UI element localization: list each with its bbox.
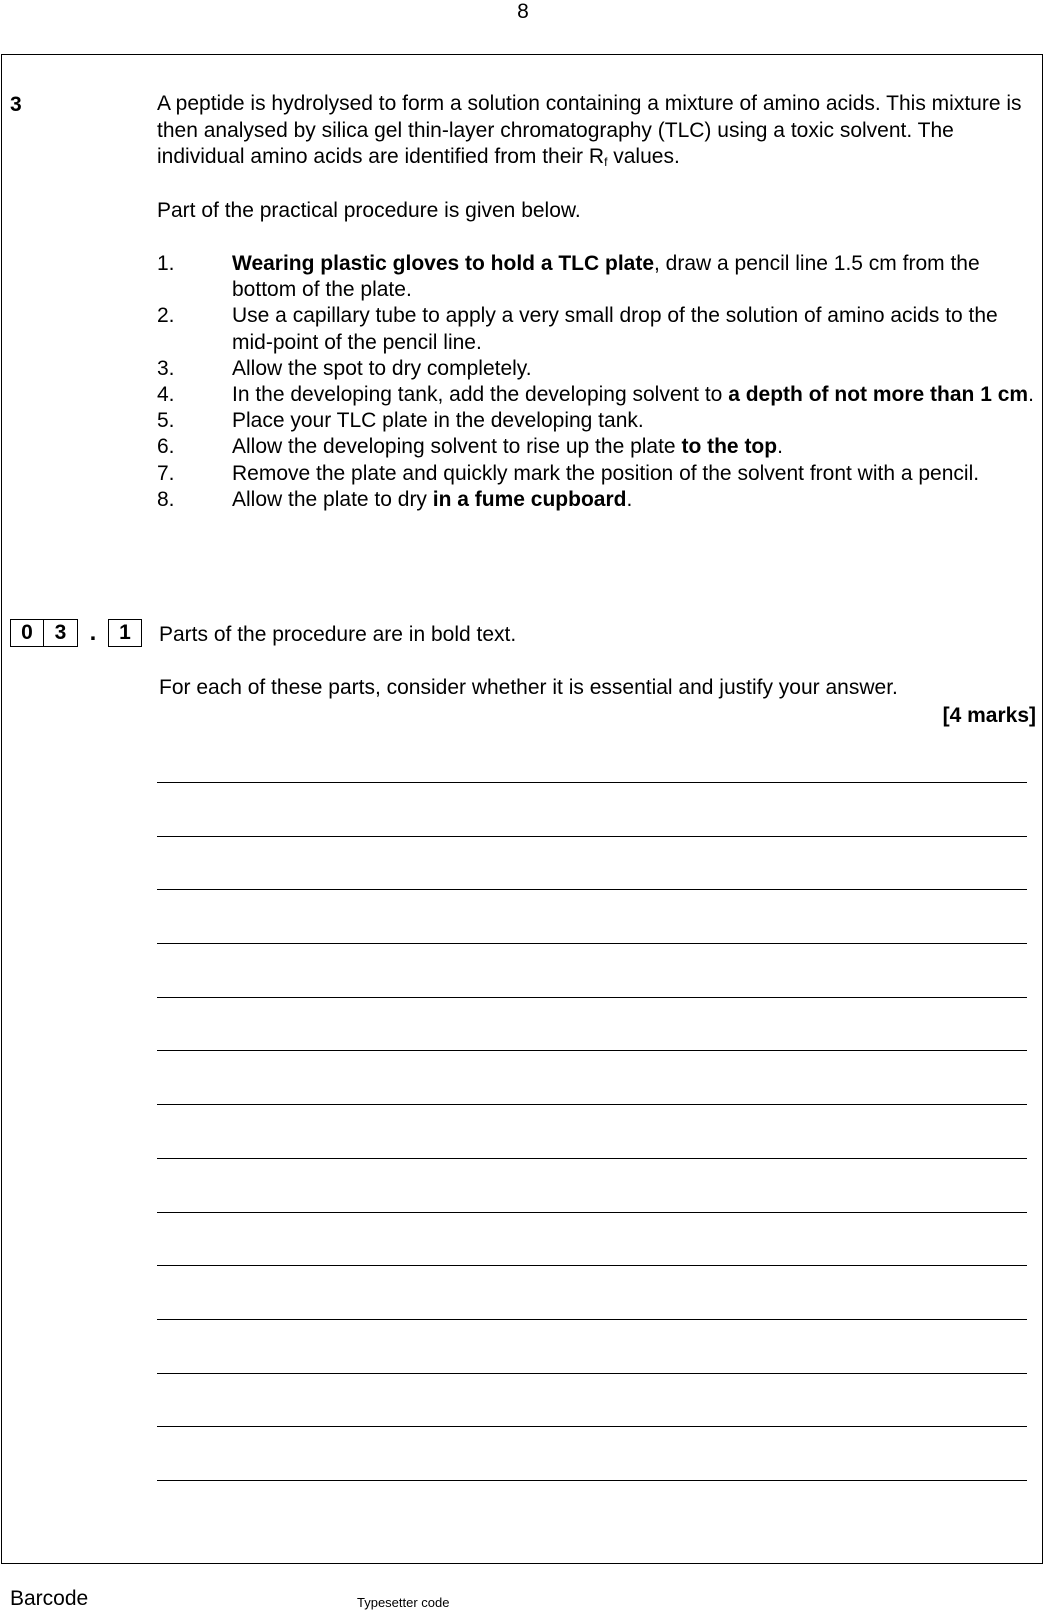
answer-line[interactable] — [157, 1426, 1027, 1427]
answer-line[interactable] — [157, 943, 1027, 944]
question-part-label — [10, 618, 142, 648]
step-number: 8. — [157, 487, 175, 511]
part-separator: . — [89, 619, 97, 646]
answer-line[interactable] — [157, 1104, 1027, 1105]
part-digit-box: 1 — [108, 619, 142, 647]
answer-line[interactable] — [157, 1265, 1027, 1266]
procedure-step — [157, 487, 1037, 513]
procedure-step — [157, 251, 1037, 303]
step-text: Remove the plate and quickly mark the position of the solvent front with a pencil. — [232, 461, 980, 485]
step-bold-text: Wearing plastic gloves to hold a TLC plate — [232, 252, 655, 275]
answer-line[interactable] — [157, 997, 1027, 998]
procedure-step — [157, 434, 1037, 460]
step-bold-text: a depth of not more than 1 cm — [728, 383, 1029, 407]
procedure-steps — [157, 251, 1037, 513]
answer-line[interactable] — [157, 1319, 1027, 1320]
question-digit-box: 0 — [10, 619, 44, 647]
step-number: 5. — [157, 409, 175, 433]
answer-line[interactable] — [157, 1373, 1027, 1374]
answer-line[interactable] — [157, 782, 1027, 783]
question-number: 3 — [10, 93, 22, 116]
marks-label: [4 marks] — [942, 704, 1036, 727]
step-text: Use a capillary tube to apply a very small drop of the solution of amino acids to the mid-point of the pencil line. — [232, 304, 998, 354]
procedure-step — [157, 408, 1037, 434]
step-bold-text: to the top — [681, 435, 778, 459]
procedure-intro: Part of the practical procedure is given below. — [157, 199, 581, 222]
step-number: 2. — [157, 304, 175, 328]
step-number: 4. — [157, 383, 175, 407]
step-text: Allow the spot to dry completely. — [232, 356, 532, 380]
step-number: 6. — [157, 435, 175, 459]
step-text: Allow the developing solvent to rise up the plate to the top. — [232, 435, 783, 459]
procedure-step — [157, 356, 1037, 382]
typesetter-code: Typesetter code — [357, 1595, 450, 1610]
page-number: 8 — [517, 0, 529, 23]
answer-line[interactable] — [157, 1158, 1027, 1159]
answer-line[interactable] — [157, 1050, 1027, 1051]
intro-text: A peptide is hydrolysed to form a solution containing a mixture of amino acids. This mixture is then analysed by silica gel thin-layer chromatography (TLC) using a toxic solvent. The individual amino acids are identified from their R — [157, 92, 1022, 168]
procedure-step — [157, 382, 1037, 408]
part-question-text: Parts of the procedure are in bold text. — [159, 623, 517, 646]
step-number: 1. — [157, 252, 175, 275]
question-digit-box: 3 — [44, 619, 78, 647]
question-intro — [157, 91, 1027, 176]
intro-text-end: values. — [607, 145, 680, 168]
answer-line[interactable] — [157, 889, 1027, 890]
step-text: Allow the plate to dry in a fume cupboard. — [232, 487, 633, 511]
step-text: In the developing tank, add the developing solvent to a depth of not more than 1 cm. — [232, 383, 1034, 407]
step-number: 7. — [157, 461, 175, 485]
answer-area[interactable] — [157, 782, 1027, 1534]
part-instruction: For each of these parts, consider whether it is essential and justify your answer. — [159, 676, 898, 699]
step-number: 3. — [157, 356, 175, 380]
step-text: Wearing plastic gloves to hold a TLC plate, draw a pencil line 1.5 cm from the bottom of the plate. — [232, 252, 980, 302]
step-text: Place your TLC plate in the developing tank. — [232, 409, 644, 433]
procedure-step — [157, 303, 1037, 355]
step-bold-text: in a fume cupboard — [432, 487, 627, 511]
procedure-step — [157, 461, 1037, 487]
answer-line[interactable] — [157, 836, 1027, 837]
rf-subscript: f — [604, 155, 608, 169]
answer-line[interactable] — [157, 1212, 1027, 1213]
answer-line[interactable] — [157, 1480, 1027, 1481]
barcode-label: Barcode — [10, 1587, 89, 1610]
